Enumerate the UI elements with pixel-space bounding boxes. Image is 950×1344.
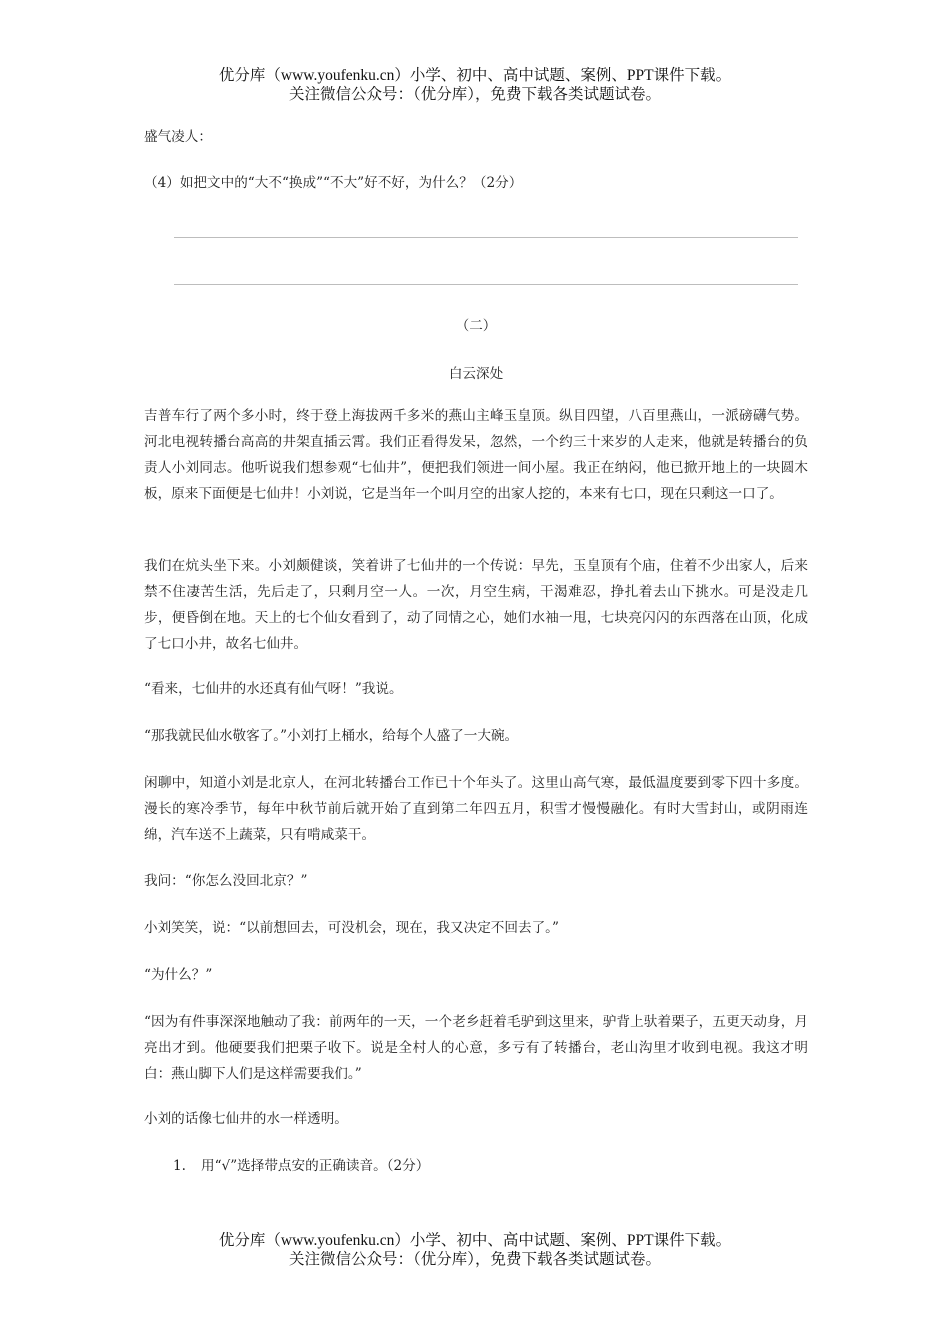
- term-shengqi: 盛气凌人：: [144, 129, 212, 145]
- page-header: [0, 66, 950, 104]
- answer-line-2: [174, 284, 798, 285]
- page-footer: [0, 1231, 950, 1269]
- paragraph-10: 小刘的话像七仙井的水一样透明。: [144, 1111, 348, 1127]
- section-label: （二）: [455, 318, 497, 334]
- paragraph-1: 吉普车行了两个多小时，终于登上海拔两千多米的燕山主峰玉皇顶。纵目四望，八百里燕山，一派磅礴气势。河北电视转播台高高的井架直插云霄。我们正看得发呆，忽然，一个约三十来岁的人走来，他就是转播台的负责人小刘同志。他听说我们想参观“七仙井”，便把我们领进一间小屋。我正在纳闷，他已掀开地上的一块圆木板，原来下面便是七仙井！小刘说，它是当年一个叫月空的出家人挖的，本来有七口，现在只剩这一口了。: [144, 408, 808, 502]
- footer-line-1: 优分库（www.youfenku.cn）小学、初中、高中试题、案例、PPT课件下载。: [218, 1232, 732, 1249]
- item-1-number: 1.: [173, 1158, 186, 1174]
- paragraph-8: “为什么？”: [144, 967, 213, 983]
- paragraph-2: 我们在炕头坐下来。小刘颇健谈，笑着讲了七仙井的一个传说：早先，玉皇顶有个庙，住着不少出家人，后来禁不住凄苦生活，先后走了，只剩月空一人。一次，月空生病，干渴难忍，挣扎着去山下挑水。可是没走几步，便昏倒在地。天上的七个仙女看到了，动了同情之心，她们水袖一甩，七块亮闪闪的东西落在山顶，化成了七口小井，故名七仙井。: [144, 558, 808, 652]
- answer-line-1: [174, 237, 798, 238]
- footer-line-2: 关注微信公众号：（优分库），免费下载各类试题试卷。: [288, 1251, 661, 1268]
- question-4: （4）如把文中的“大不“换成”“不大”好不好，为什么？（2分）: [144, 175, 523, 191]
- header-line-2: 关注微信公众号：（优分库），免费下载各类试题试卷。: [288, 86, 661, 103]
- paragraph-3: “看来，七仙井的水还真有仙气呀！”我说。: [144, 681, 403, 697]
- item-1-text: 用“√”选择带点安的正确读音。（2分）: [201, 1158, 430, 1174]
- paragraph-4: “那我就民仙水敬客了。”小刘打上桶水，给每个人盛了一大碗。: [144, 728, 519, 744]
- header-line-1: 优分库（www.youfenku.cn）小学、初中、高中试题、案例、PPT课件下载。: [218, 67, 732, 84]
- passage-title: 白云深处: [448, 366, 504, 382]
- paragraph-7: 小刘笑笑，说：“以前想回去，可没机会，现在，我又决定不回去了。”: [144, 920, 559, 936]
- paragraph-9: “因为有件事深深地触动了我：前两年的一天，一个老乡赶着毛驴到这里来，驴背上驮着栗子，五更天动身，月亮出才到。他硬要我们把栗子收下。说是全村人的心意，多亏有了转播台，老山沟里才收到电视。我这才明白：燕山脚下人们是这样需要我们。”: [144, 1014, 808, 1082]
- paragraph-5: 闲聊中，知道小刘是北京人，在河北转播台工作已十个年头了。这里山高气寒，最低温度要到零下四十多度。漫长的寒冷季节，每年中秋节前后就开始了直到第二年四五月，积雪才慢慢融化。有时大雪封山，或阴雨连绵，汽车送不上蔬菜，只有啃咸菜干。: [144, 775, 808, 843]
- paragraph-6: 我问：“你怎么没回北京？”: [144, 873, 308, 889]
